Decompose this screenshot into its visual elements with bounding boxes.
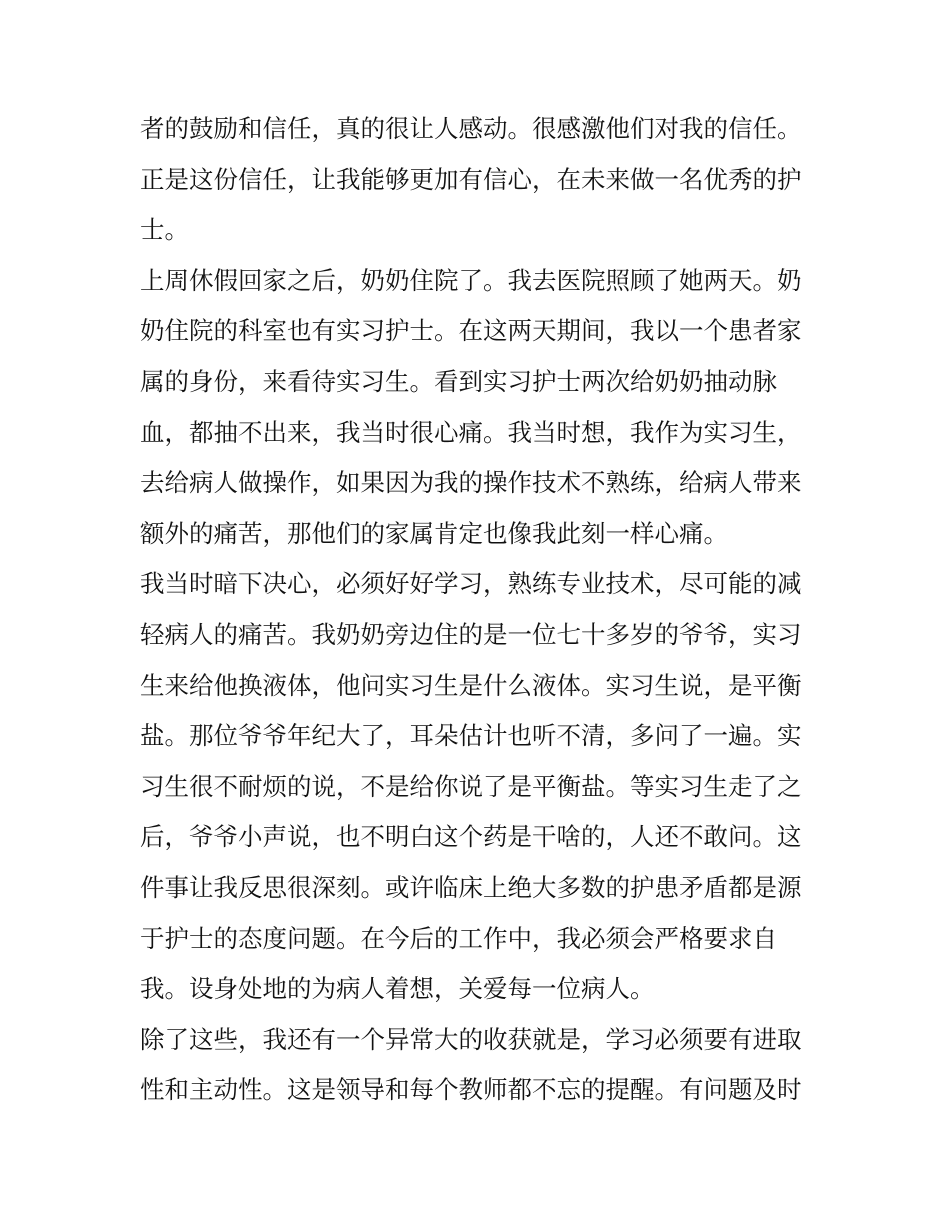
text-line: 性和主动性。这是领导和每个教师都不忘的提醒。有问题及时 xyxy=(140,1075,802,1105)
text-line: 盐。那位爷爷年纪大了，耳朵估计也听不清，多问了一遍。实 xyxy=(140,721,802,751)
text-line: 件事让我反思很深刻。或许临床上绝大多数的护患矛盾都是源 xyxy=(140,872,802,902)
text-line: 去给病人做操作，如果因为我的操作技术不熟练，给病人带来 xyxy=(140,468,802,498)
text-line: 额外的痛苦，那他们的家属肯定也像我此刻一样心痛。 xyxy=(140,518,728,548)
document-body xyxy=(140,104,820,1116)
text-line: 于护士的态度问题。在今后的工作中，我必须会严格要求自 xyxy=(140,923,777,953)
text-line: 上周休假回家之后，奶奶住院了。我去医院照顾了她两天。奶 xyxy=(140,265,802,295)
text-line: 正是这份信任，让我能够更加有信心，在未来做一名优秀的护 xyxy=(140,164,802,194)
text-line: 生来给他换液体，他问实习生是什么液体。实习生说，是平衡 xyxy=(140,670,802,700)
text-line: 除了这些，我还有一个异常大的收获就是，学习必须要有进取 xyxy=(140,1024,802,1054)
text-line: 奶住院的科室也有实习护士。在这两天期间，我以一个患者家 xyxy=(140,316,802,346)
text-line: 血，都抽不出来，我当时很心痛。我当时想，我作为实习生， xyxy=(140,417,802,447)
text-line: 我。设身处地的为病人着想，关爱每一位病人。 xyxy=(140,974,655,1004)
text-line: 轻病人的痛苦。我奶奶旁边住的是一位七十多岁的爷爷，实习 xyxy=(140,619,802,649)
text-line: 者的鼓励和信任，真的很让人感动。很感激他们对我的信任。 xyxy=(140,114,802,143)
text-line: 属的身份，来看待实习生。看到实习护士两次给奶奶抽动脉 xyxy=(140,366,777,396)
text-line: 习生很不耐烦的说，不是给你说了是平衡盐。等实习生走了之 xyxy=(140,771,802,801)
text-line: 我当时暗下决心，必须好好学习，熟练专业技术，尽可能的减 xyxy=(140,569,802,599)
text-line: 士。 xyxy=(140,215,189,245)
text-line: 后，爷爷小声说，也不明白这个药是干啥的，人还不敢问。这 xyxy=(140,822,802,852)
